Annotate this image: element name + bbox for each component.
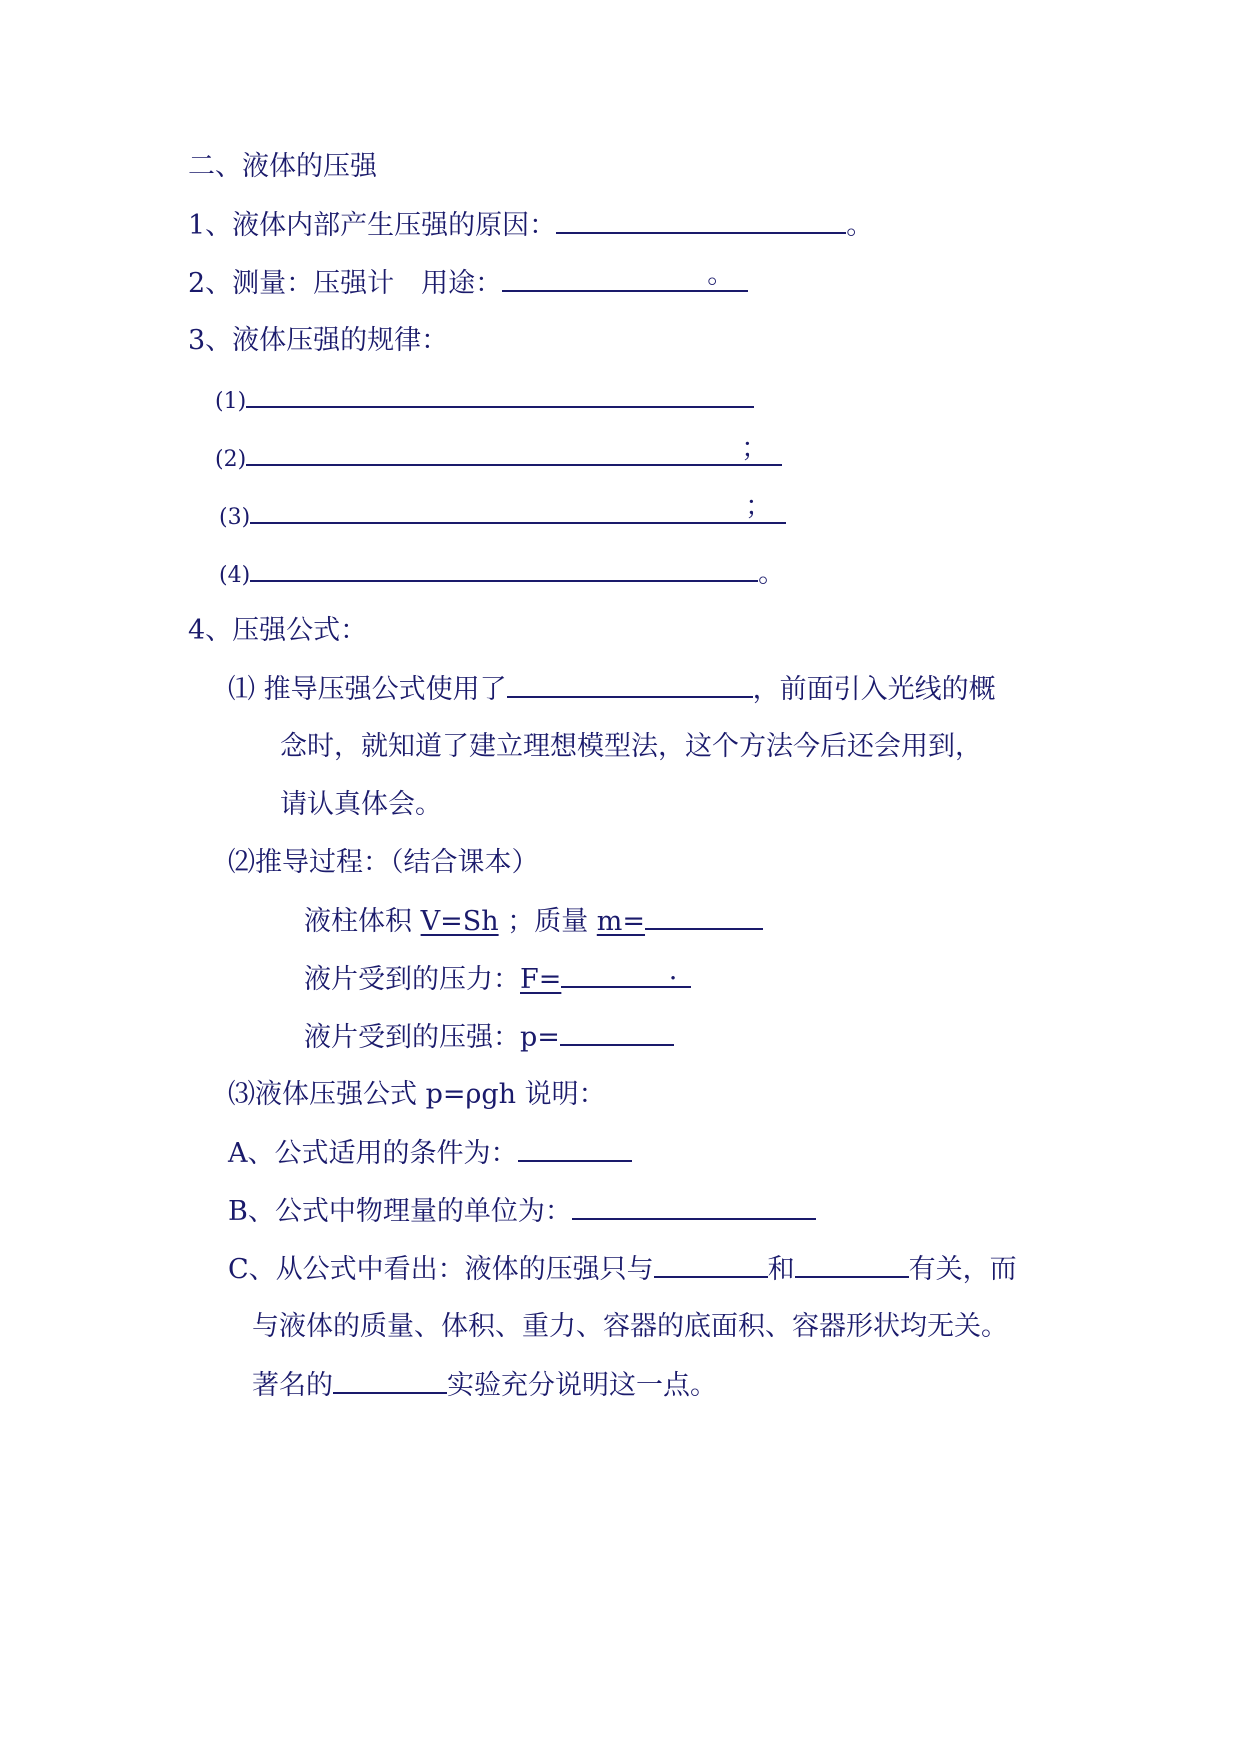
condition-blank[interactable] — [518, 1136, 632, 1162]
rule-item-2 — [215, 433, 782, 474]
units-label: B、公式中物理量的单位为： — [228, 1196, 572, 1227]
mass-blank[interactable] — [645, 904, 763, 930]
formula-part-1-post: ，前面引入光线的概 — [752, 674, 996, 705]
answer-blank-1[interactable] — [556, 208, 846, 234]
rule-item-3 — [219, 491, 786, 532]
formula-part-1 — [228, 672, 996, 706]
rule-item-2-num: (2) — [215, 447, 247, 472]
dependency-blank-1[interactable] — [654, 1252, 768, 1278]
force-label: 液片受到的压力： — [304, 964, 520, 995]
condition-label: A、公式适用的条件为： — [228, 1138, 518, 1169]
rule-item-4-num: (4) — [219, 563, 251, 588]
mass-prefix: m= — [596, 906, 646, 937]
experiment-pre: 著名的 — [252, 1370, 333, 1401]
rule-item-4 — [219, 556, 785, 590]
answer-blank-2[interactable] — [502, 259, 748, 292]
force-blank-tail: . — [668, 955, 678, 986]
rule-blank-1[interactable] — [246, 382, 754, 408]
dependency-line-2: 与液体的质量、体积、重力、容器的底面积、容器形状均无关。 — [252, 1311, 1008, 1342]
derivation-volume-line — [304, 904, 763, 938]
dependency-line — [228, 1252, 1017, 1286]
derivation-force-line — [304, 955, 691, 996]
rule-blank-3-tail: ； — [745, 491, 773, 522]
rule-item-3-num: (3) — [219, 505, 251, 530]
answer-blank-2-tail: 。 — [707, 259, 735, 290]
rule-blank-2-tail: ； — [741, 433, 769, 464]
question-2 — [188, 259, 748, 300]
rule-item-1-num: (1) — [215, 389, 247, 414]
experiment-line — [252, 1368, 717, 1402]
force-blank[interactable] — [561, 955, 691, 988]
model-method-blank[interactable] — [507, 672, 753, 698]
volume-label: 液柱体积 — [304, 906, 421, 937]
formula-part-2-title: ⑵推导过程：（结合课本） — [228, 847, 539, 878]
derivation-pressure-line — [304, 1020, 674, 1054]
formula-part-3-title: ⑶液体压强公式 p=ρgh 说明： — [228, 1079, 606, 1110]
rule-item-1 — [215, 382, 754, 416]
dependency-blank-2[interactable] — [795, 1252, 909, 1278]
pressure-label: 液片受到的压强：p= — [304, 1022, 560, 1053]
volume-formula: V=Sh — [420, 906, 499, 937]
experiment-blank[interactable] — [333, 1368, 447, 1394]
formula-part-1-line-2: 念时，就知道了建立理想模型法，这个方法今后还会用到， — [280, 731, 982, 762]
formula-part-1-line-3: 请认真体会。 — [280, 789, 442, 820]
condition-line — [228, 1136, 632, 1170]
question-1-end: 。 — [846, 210, 874, 241]
rule-blank-2[interactable] — [246, 433, 782, 466]
dependency-and: 和 — [767, 1254, 795, 1285]
mass-label: ；质量 — [498, 906, 597, 937]
units-blank[interactable] — [572, 1194, 816, 1220]
pressure-blank[interactable] — [560, 1020, 674, 1046]
units-line — [228, 1194, 816, 1228]
question-3-title: 3、液体压强的规律： — [188, 325, 449, 356]
rule-blank-4[interactable] — [250, 556, 758, 582]
force-prefix: F= — [520, 964, 562, 995]
question-4-title: 4、压强公式： — [188, 615, 368, 646]
question-2-text: 2、测量：压强计 用途： — [188, 268, 503, 299]
dependency-pre: C、从公式中看出：液体的压强只与 — [228, 1254, 654, 1285]
section-title: 二、液体的压强 — [188, 151, 377, 182]
formula-part-1-pre: 推导压强公式使用了 — [255, 674, 507, 705]
formula-part-1-num: ⑴ — [228, 674, 255, 705]
rule-blank-3[interactable] — [250, 491, 786, 524]
dependency-post: 有关，而 — [908, 1254, 1017, 1285]
question-1-text: 1、液体内部产生压强的原因： — [188, 210, 557, 241]
question-1 — [188, 208, 873, 242]
rule-item-4-end: 。 — [758, 558, 786, 589]
experiment-post: 实验充分说明这一点。 — [447, 1370, 717, 1401]
